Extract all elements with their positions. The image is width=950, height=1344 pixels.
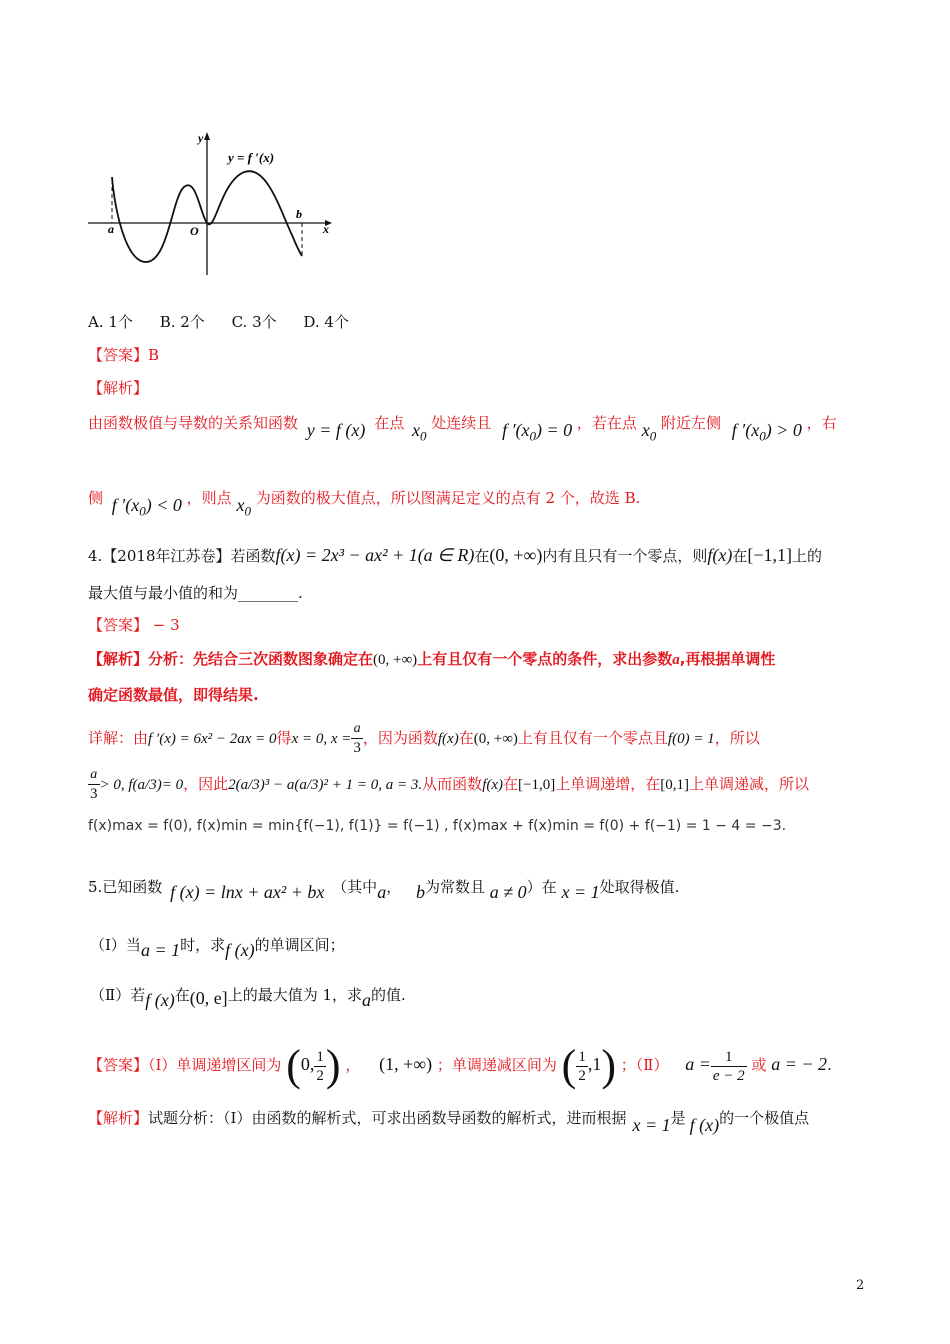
point-a-label: a: [108, 222, 114, 236]
q4-detail-line3: f(x)max = f(0), f(x)min = min{f(−1), f(1)} = f(−1) , f(x)max + f(x)min = f(0) + f(−1) = 1 − 4 = −3.: [88, 818, 787, 834]
option-b: B. 2个: [159, 313, 205, 331]
q3-analysis-line2: 侧 f $'(x_0) < 0$ ，则点 $x_0$ 为函数的极大值点，所以图满足定义的点有 2 个，故选 B.: [88, 489, 641, 519]
page-number: 2: [856, 1278, 865, 1293]
q3-answer: 【答案】B: [88, 346, 160, 364]
q4-line2: 最大值与最小值的和为________.: [88, 584, 303, 602]
q5-explanation: 【解析】试题分析：（Ⅰ）由函数的解析式，可求出函数导函数的解析式，进而根据 x = 1是 f (x)的一个极值点: [88, 1109, 810, 1135]
q4-detail-line1: 详解：由f ′(x) = 6x² − 2ax = 0得x = 0, x = $\frac{a}{3}$ ，因为函数f(x)在(0, +∞)上有且仅有一个零点且f(0) = 1，所以: [88, 721, 760, 756]
option-a: A. 1个: [88, 313, 133, 331]
q4-analysis-line1: 【解析】分析：先结合三次函数图象确定在(0, +∞)上有且仅有一个零点的条件，求出参数a,再根据单调性: [88, 650, 776, 668]
q3-analysis-line1: 由函数极值与导数的关系知函数 y = f (x) 在点 $x_0$ 处连续且 f $'(x_0) = 0$ ，若在点 $x_0$ 附近左侧 f $'(x_0) > 0$ ，右: [88, 414, 837, 444]
q3-analysis-tag: 【解析】: [88, 379, 149, 397]
y-axis-arrow: [204, 132, 210, 140]
q3-options: [88, 311, 349, 332]
derivative-graph: [80, 125, 350, 285]
origin-label: O: [190, 224, 199, 238]
option-d: D. 4个: [303, 313, 349, 331]
option-c: C. 3个: [231, 313, 277, 331]
q4-analysis-line2: 确定函数最值，即得结果.: [88, 686, 259, 704]
q5-answer: 【答案】（Ⅰ）单调递增区间为 (0, $\frac{1}{2}$ ) ， (1, +∞) ；单调递减区间为 ( $\frac{1}{2}$ ,1) ；（Ⅱ） a = $\frac{1}{e - 2}$ 或 a = − 2.: [88, 1041, 832, 1090]
q5-part2: （Ⅱ）若f (x)在(0, e]上的最大值为 1，求a的值.: [90, 986, 406, 1010]
q4-detail-line2: $\frac{a}{3}$ > 0, f(a/3)= 0，因此2(a/3)³ − a(a/3)² + 1 = 0, a = 3.从而函数f(x)在[−1,0]上单调递增，在[0,1]上单调递减，所以: [90, 767, 810, 802]
point-b-label: b: [296, 207, 302, 221]
x-axis-label: x: [323, 222, 329, 236]
q5-line1: 5.已知函数 f (x) = lnx + ax² + bx （其中a， b为常数且 a ≠ 0）在 x = 1处取得极值.: [88, 878, 680, 902]
q4-answer: 【答案】 − 3: [88, 616, 180, 634]
y-axis-label: y: [198, 131, 204, 145]
q5-part1: （Ⅰ）当a = 1时，求f (x)的单调区间；: [90, 936, 345, 960]
q4-line1: 4.【2018年江苏卷】若函数f(x) = 2x³ − ax² + 1(a ∈ R)在(0, +∞)内有且只有一个零点，则f(x)在[−1,1]上的: [88, 545, 823, 565]
curve-label: y = f ′(x): [228, 150, 275, 165]
